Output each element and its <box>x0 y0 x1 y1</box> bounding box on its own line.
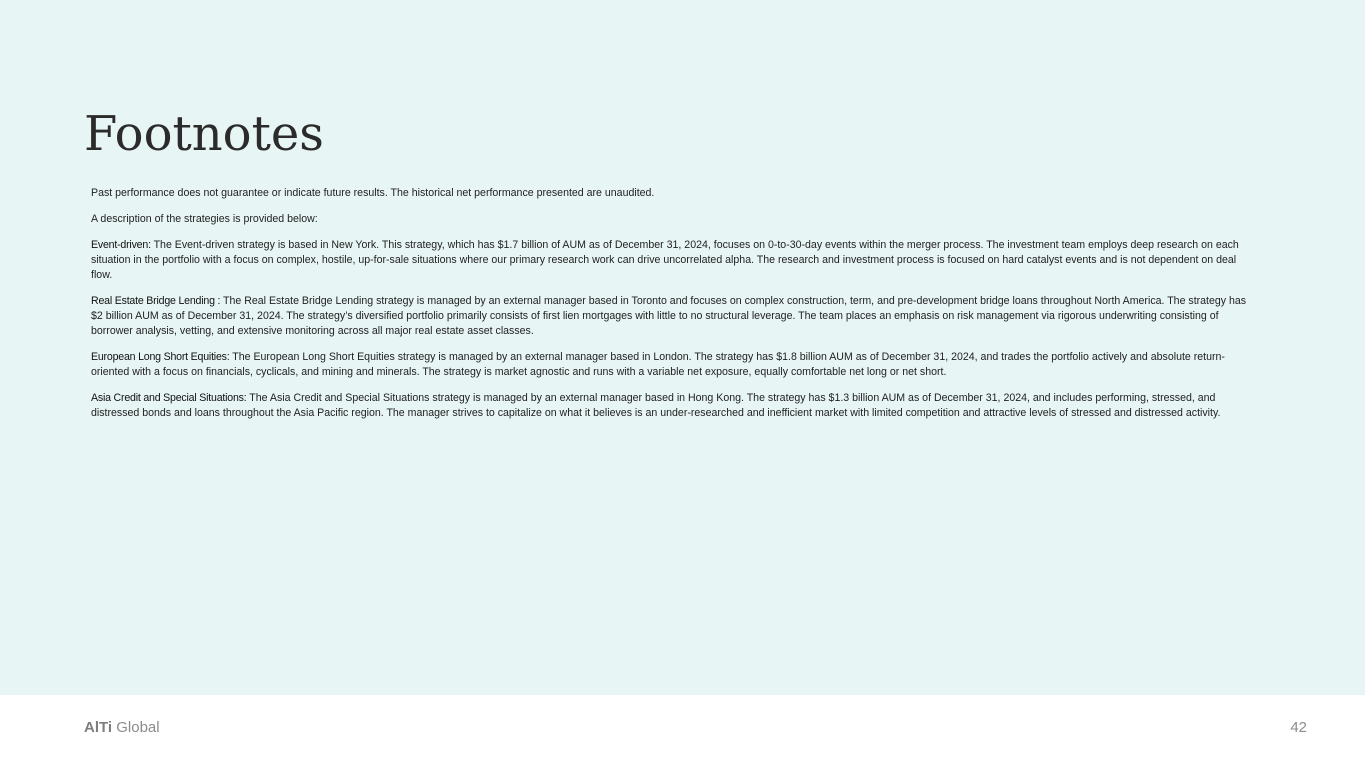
disclaimer-paragraph: Past performance does not guarantee or indicate future results. The historical net performance presented are unaudited. <box>91 187 655 199</box>
brand-name-rest: Global <box>112 719 160 736</box>
strategy-label: Asia Credit and Special Situations: <box>91 392 247 404</box>
strategy-paragraph-asia-credit-special-situations <box>91 391 1256 421</box>
strategy-description: The Real Estate Bridge Lending strategy is managed by an external manager based in Toronto and focuses on complex construction, term, and pre-development bridge loans throughout North America. The strategy has $2 billion AUM as of December 31, 2024. The strategy’s diversified portfolio primarily consists of first lien mortgages with little to no structural leverage. The team places an emphasis on risk management via rigorous underwriting consisting of borrower analysis, vetting, and extensive monitoring across all major real estate asset classes. <box>91 295 1247 337</box>
page-title: Footnotes <box>84 106 324 162</box>
strategy-description: The Asia Credit and Special Situations strategy is managed by an external manager based in Hong Kong. The strategy has $1.3 billion AUM as of December 31, 2024, and includes performing, stressed, and distressed bonds and loans throughout the Asia Pacific region. The manager strives to capitalize on what it believes is an under-researched and inefficient market with limited competition and attractive levels of stressed and distressed activity. <box>91 392 1221 419</box>
strategy-description: The Event-driven strategy is based in New York. This strategy, which has $1.7 billion of AUM as of December 31, 2024, focuses on 0-to-30-day events within the merger process. The investment team employs deep research on each situation in the portfolio with a focus on complex, hostile, up-for-sale situations where our primary research work can drive uncorrelated alpha. The research and investment process is focused on hard catalyst events and is not dependent on deal flow. <box>91 239 1239 281</box>
footnotes-body <box>91 186 1256 432</box>
brand-name-strong: AlTi <box>84 719 113 736</box>
slide-footer <box>0 695 1365 768</box>
strategy-label: Real Estate Bridge Lending : <box>91 295 221 307</box>
strategy-paragraph-event-driven <box>91 238 1256 283</box>
strategy-paragraph-real-estate-bridge-lending <box>91 294 1256 339</box>
brand-logo <box>84 719 160 737</box>
strategy-description: The European Long Short Equities strategy is managed by an external manager based in London. The strategy has $1.8 billion AUM as of December 31, 2024, and trades the portfolio actively and absolute return-oriented with a focus on financials, cyclicals, and mining and minerals. The strategy is market agnostic and runs with a variable net exposure, equally comfortable net long or net short. <box>91 351 1225 378</box>
strategy-label: European Long Short Equities: <box>91 351 230 363</box>
page-number: 42 <box>1290 719 1307 736</box>
strategy-paragraph-european-long-short-equities <box>91 350 1256 380</box>
strategies-intro-paragraph: A description of the strategies is provided below: <box>91 213 318 225</box>
strategy-label: Event-driven: <box>91 239 151 251</box>
